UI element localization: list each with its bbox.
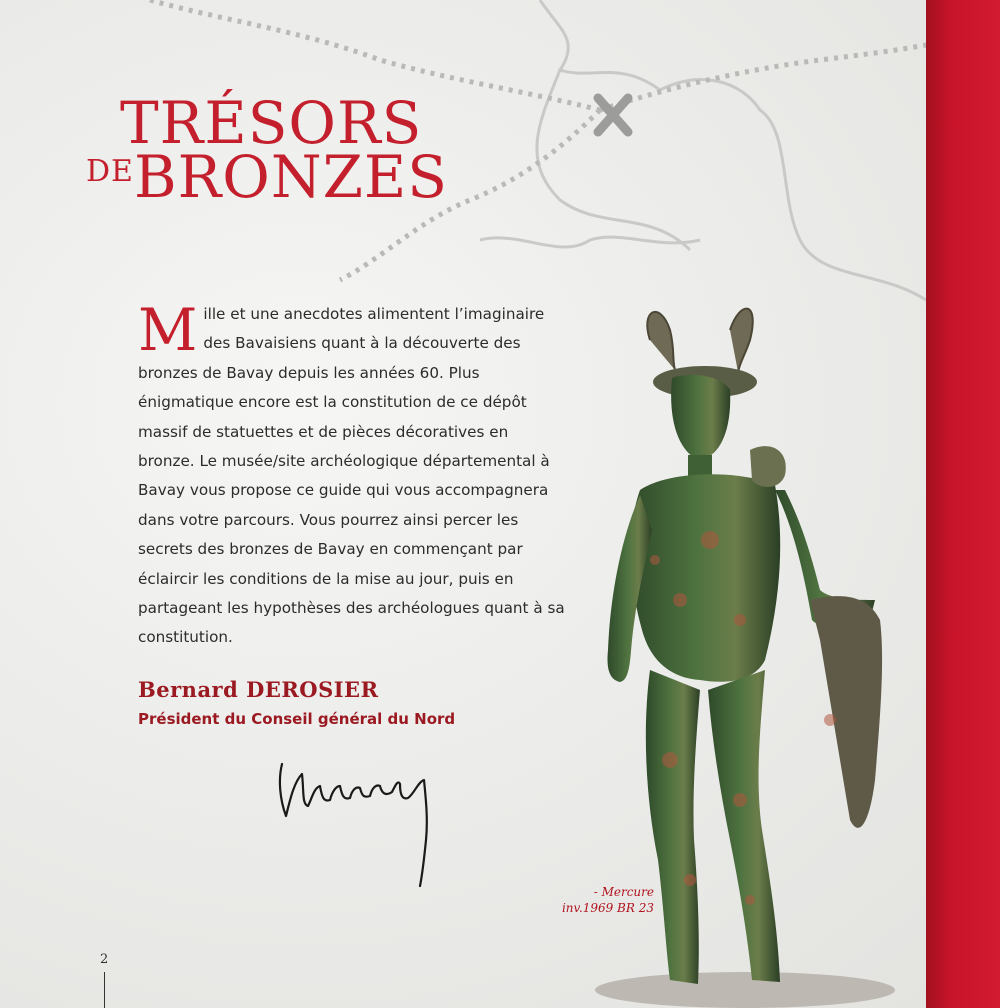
signature-icon (268, 740, 468, 890)
title-line-1: TRÉSORS (120, 89, 423, 157)
right-red-band (926, 0, 1000, 1008)
author-name: Bernard DEROSIER (138, 677, 379, 702)
drop-cap: M (138, 296, 198, 364)
map-cross-marker (598, 98, 628, 132)
title-prefix: DE (86, 154, 134, 189)
page-number: 2 (100, 952, 109, 967)
intro-paragraph (138, 296, 568, 653)
figure-caption (520, 884, 654, 916)
page-title (86, 89, 448, 222)
page-number-rule (104, 972, 105, 1008)
author-title: Président du Conseil général du Nord (138, 710, 456, 728)
caption-line-2: inv.1969 BR 23 (561, 901, 654, 915)
title-line-2: BRONZES (134, 143, 448, 211)
intro-text: ille et une anecdotes alimentent l’imaginaire des Bavaisiens quant à la découverte des bronzes de Bavay depuis les années 60. Plus énigmatique encore est la constitution de ce dépôt massif de statuettes et de pièces décoratives en bronze. Le musée/site archéologique départemental à Bavay vous propose ce guide qui vous accompagnera dans votre parcours. Vous pourrez ainsi percer les secrets des bronzes de Bavay en commençant par éclaircir les conditions de la mise au jour, puis en partageant les hypothèses des archéologues quant à sa constitution. (138, 305, 565, 647)
caption-line-1: - Mercure (593, 885, 654, 899)
